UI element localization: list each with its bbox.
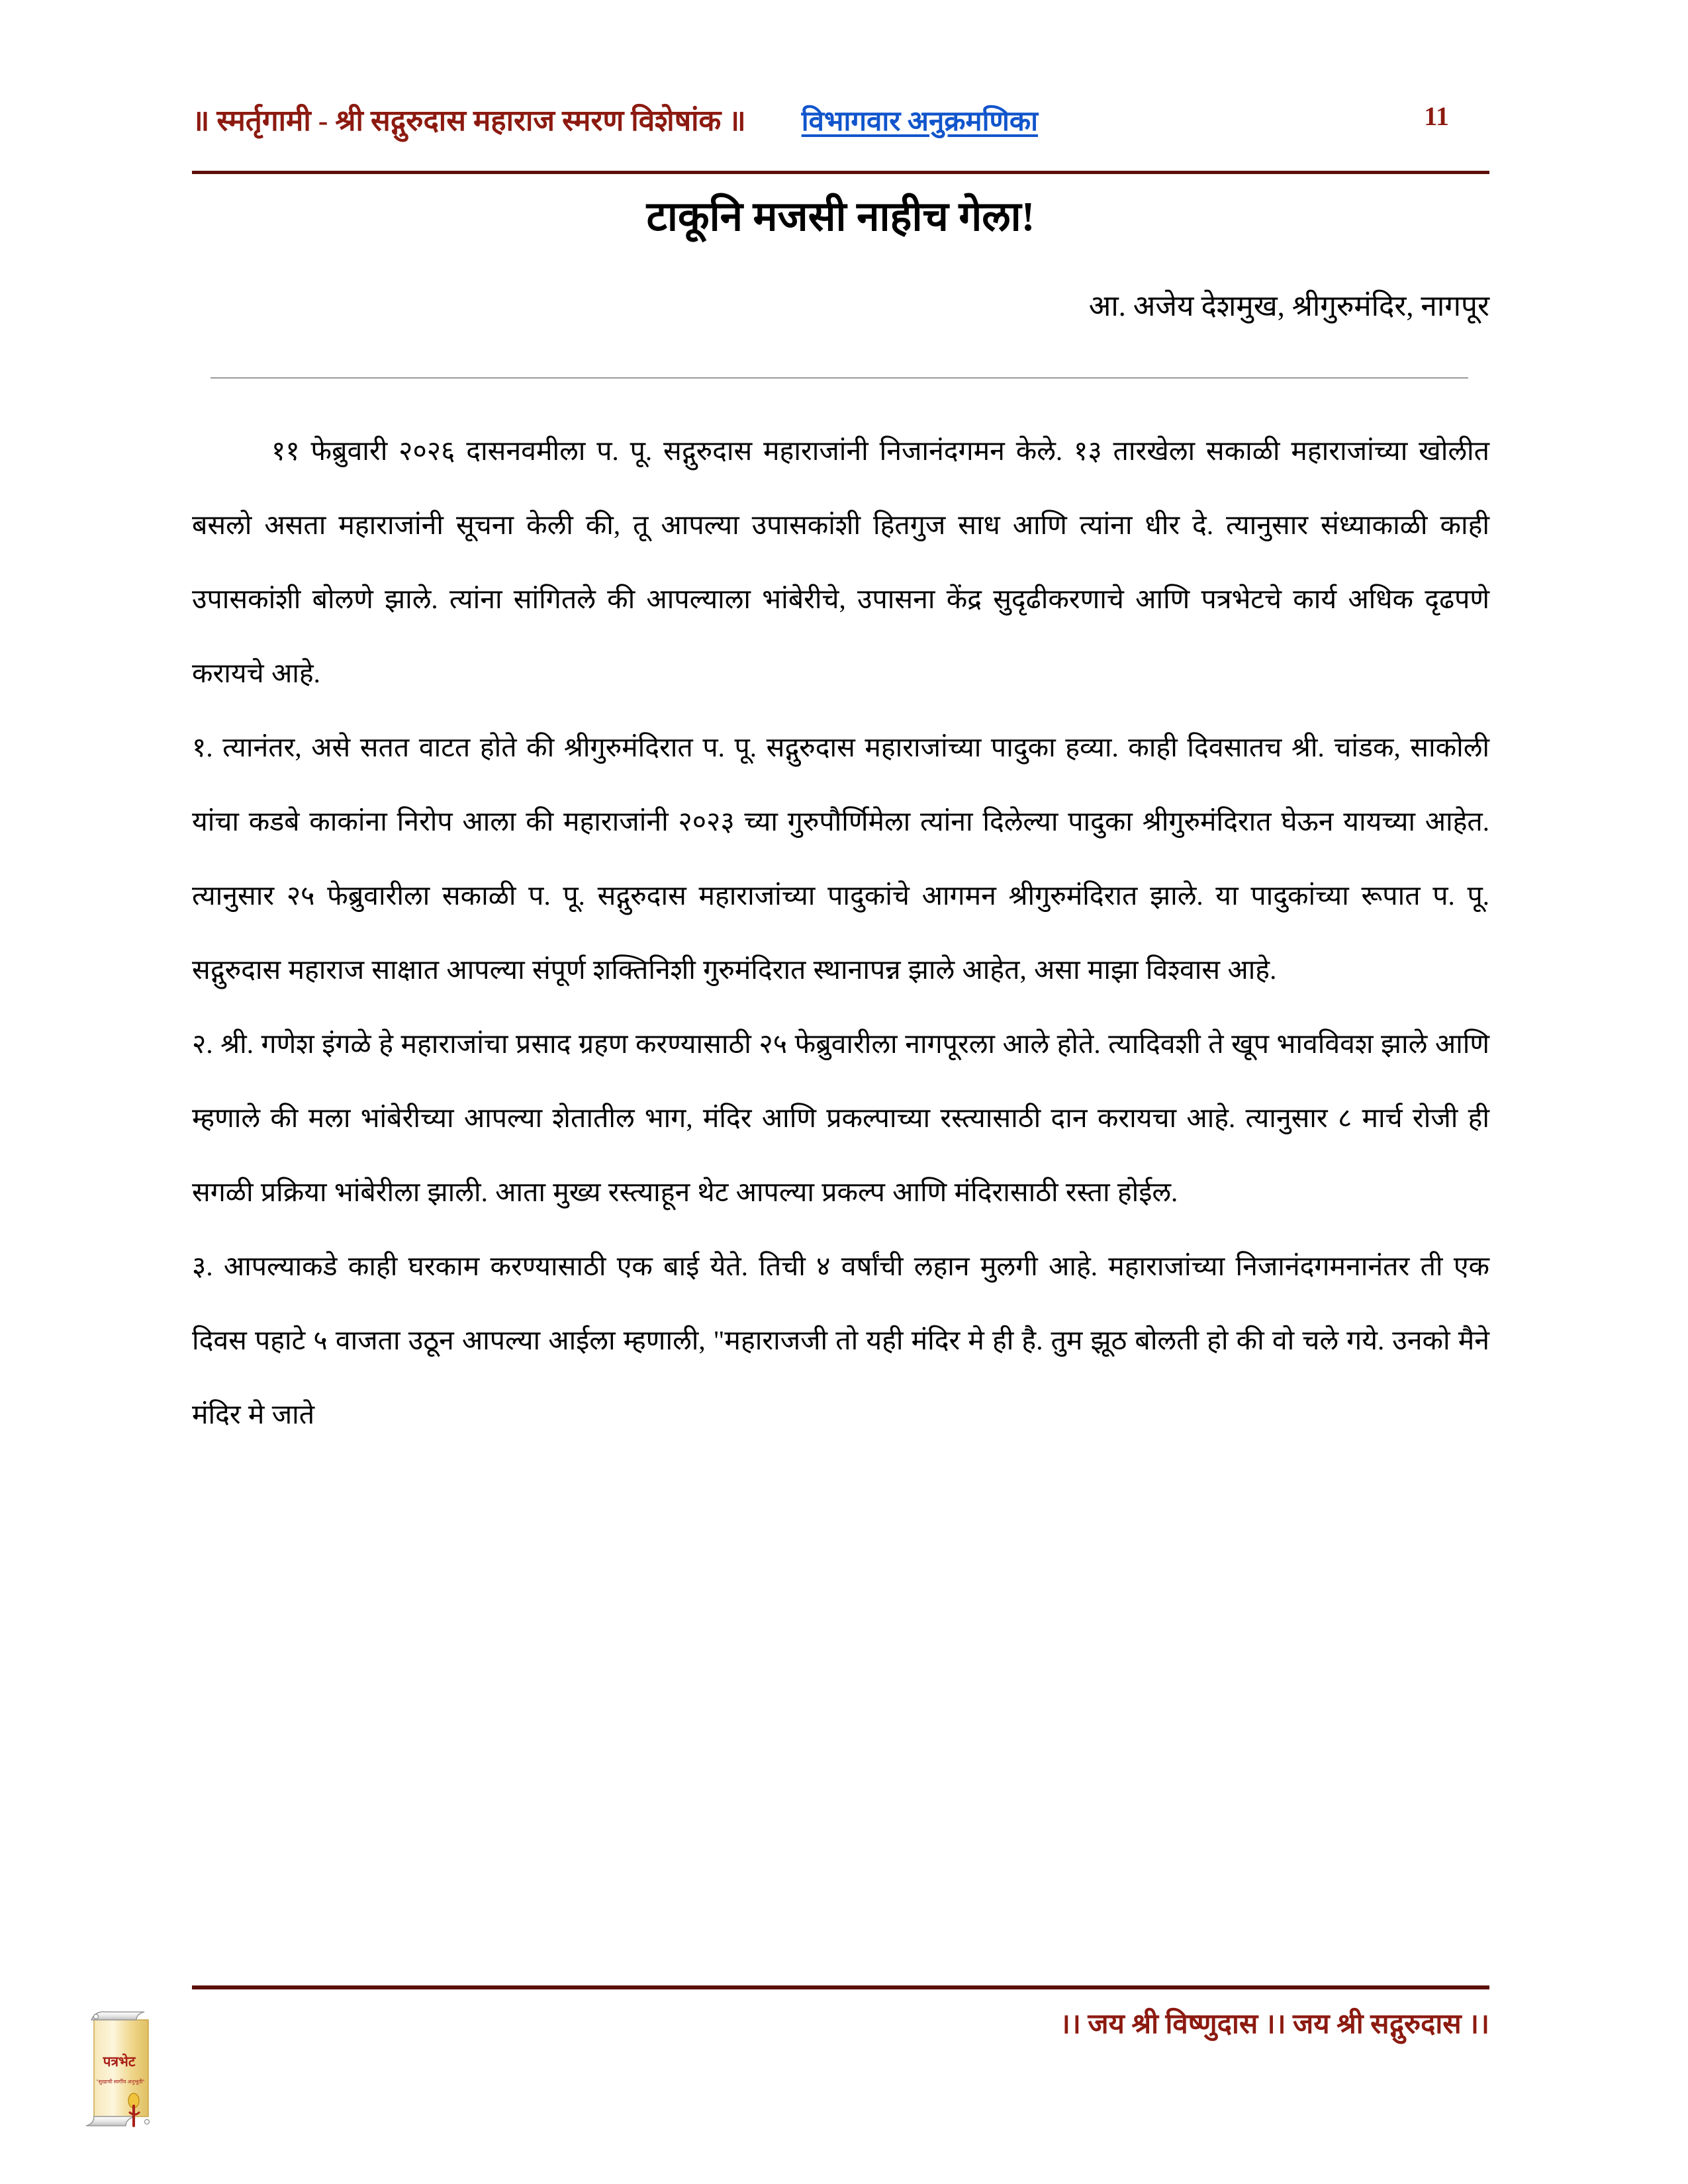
page-header: [192, 99, 1486, 147]
svg-text:"सुखाची स्वर्गीय अनुभूती": "सुखाची स्वर्गीय अनुभूती": [96, 2079, 145, 2085]
patrabhet-scroll-logo-icon: [85, 2005, 159, 2131]
header-divider: [192, 171, 1489, 174]
title-divider: [211, 377, 1468, 379]
article-title: टाकूनि मजसी नाहीच गेला!: [646, 195, 1035, 240]
svg-text:पत्रभेट: पत्रभेट: [103, 2054, 136, 2070]
publication-title: ॥ स्मर्तृगामी - श्री सद्गुरुदास महाराज स्मरण विशेषांक ॥: [192, 105, 746, 137]
index-link[interactable]: विभागवार अनुक्रमणिका: [801, 107, 1039, 137]
footer-mantra: ।। जय श्री विष्णुदास ।। जय श्री सद्गुरुदास ।।: [1060, 2009, 1489, 2040]
article-byline: आ. अजेय देशमुख, श्रीगुरुमंदिर, नागपूर: [1088, 290, 1489, 322]
paragraph-point-1: १. त्यानंतर, असे सतत वाटत होते की श्रीगुरुमंदिरात प. पू. सद्गुरुदास महाराजांच्या पादुका हव्या. काही दिवसातच श्री. चांडक, साकोली यांचा कडबे काकांना निरोप आला की महाराजांनी २०२३ च्या गुरुपौर्णिमेला त्यांना दिलेल्या पादुका श्रीगुरुमंदिरात घेऊन यायच्या आहेत. त्यानुसार २५ फेब्रुवारीला सकाळी प. पू. सद्गुरुदास महाराजांच्या पादुकांचे आगमन श्रीगुरुमंदिरात झाले. या पादुकांच्या रूपात प. पू. सद्गुरुदास महाराज साक्षात आपल्या संपूर्ण शक्तिनिशी गुरुमंदिरात स्थानापन्न झाले आहेत, असा माझा विश्वास आहे.: [192, 732, 1489, 985]
page-number: 11: [1424, 101, 1449, 131]
paragraph-intro: ११ फेब्रुवारी २०२६ दासनवमीला प. पू. सद्गुरुदास महाराजांनी निजानंदगमन केले. १३ तारखेला सकाळी महाराजांच्या खोलीत बसलो असता महाराजांनी सूचना केली की, तू आपल्या उपासकांशी हितगुज साध आणि त्यांना धीर दे. त्यानुसार संध्याकाळी काही उपासकांशी बोलणे झाले. त्यांना सांगितले की आपल्याला भांबेरीचे, उपासना केंद्र सुदृढीकरणाचे आणि पत्रभेटचे कार्य अधिक दृढपणे करायचे आहे.: [192, 435, 1489, 688]
paragraph-point-2: २. श्री. गणेश इंगळे हे महाराजांचा प्रसाद ग्रहण करण्यासाठी २५ फेब्रुवारीला नागपूरला आले होते. त्यादिवशी ते खूप भावविवश झाले आणि म्हणाले की मला भांबेरीच्या आपल्या शेतातील भाग, मंदिर आणि प्रकल्पाच्या रस्त्यासाठी दान करायचा आहे. त्यानुसार ८ मार्च रोजी ही सगळी प्रक्रिया भांबेरीला झाली. आता मुख्य रस्त्याहून थेट आपल्या प्रकल्प आणि मंदिरासाठी रस्ता होईल.: [192, 1028, 1489, 1207]
paragraph-point-3: ३. आपल्याकडे काही घरकाम करण्यासाठी एक बाई येते. तिची ४ वर्षांची लहान मुलगी आहे. महाराजांच्या निजानंदगमनानंतर ती एक दिवस पहाटे ५ वाजता उठून आपल्या आईला म्हणाली, "महाराजजी तो यही मंदिर मे ही है. तुम झूठ बोलती हो की वो चले गये. उनको मैने मंदिर मे जाते: [192, 1251, 1489, 1430]
footer-divider: [192, 1985, 1489, 1989]
article-body: [192, 414, 1489, 1451]
